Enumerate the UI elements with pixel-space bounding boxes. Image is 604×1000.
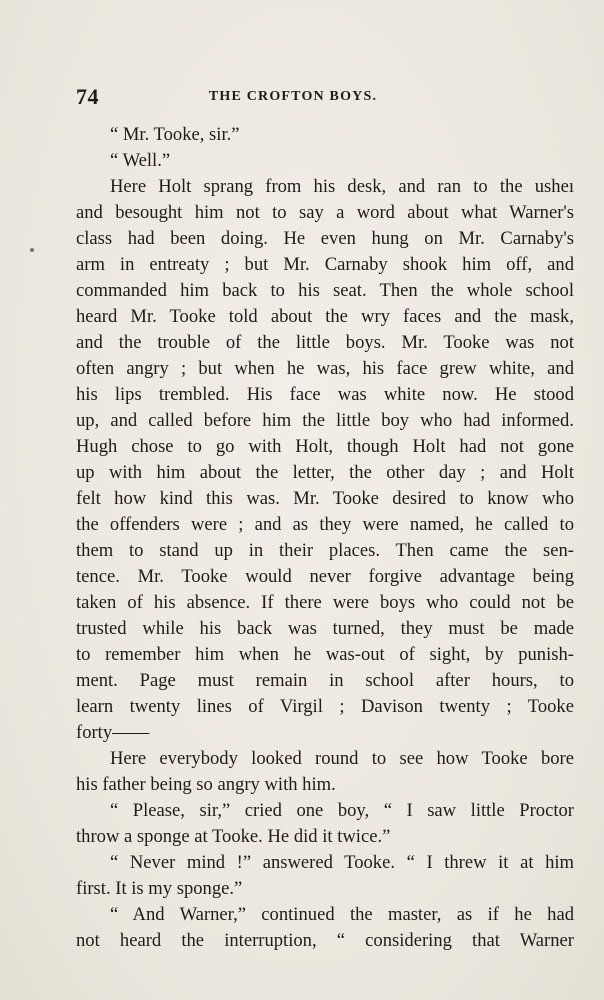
page-number: 74 [76,84,99,109]
text-line: “ Never mind !” answered Tooke. “ I threw it at him [110,852,574,873]
text-line: the offenders were ; and as they were named, he called to [76,514,574,535]
text-line: his father being so angry with him. [76,774,336,795]
body-text [76,122,574,954]
text-line: up, and called before him the little boy who had informed. [76,410,574,431]
text-line: forty—— [76,722,150,743]
text-line: often angry ; but when he was, his face grew white, and [76,358,574,379]
text-line: arm in entreaty ; but Mr. Carnaby shook him off, and [76,254,574,275]
text-line: Here Holt sprang from his desk, and ran to the usheı [110,176,574,197]
text-line: “ Please, sir,” cried one boy, “ I saw little Proctor [110,800,574,821]
text-line: trusted while his back was turned, they must be made [76,618,574,639]
text-line: “ And Warner,” continued the master, as if he had [110,904,574,925]
text-line: “ Well.” [110,150,171,171]
paper-speck [30,248,34,252]
text-line: “ Mr. Tooke, sir.” [110,124,240,145]
text-line: throw a sponge at Tooke. He did it twice.” [76,826,391,847]
page-header [76,84,590,114]
text-line: tence. Mr. Tooke would never forgive advantage being [76,566,574,587]
running-title: THE CROFTON BOYS. [208,89,378,104]
text-line: class had been doing. He even hung on Mr. Carnaby's [76,228,574,249]
text-line: and the trouble of the little boys. Mr. Tooke was not [76,332,574,353]
text-line: first. It is my sponge.” [76,878,243,899]
text-line: Hugh chose to go with Holt, though Holt had not gone [76,436,574,457]
text-line: not heard the interruption, “ considering that Warner [76,930,574,951]
text-line: heard Mr. Tooke told about the wry faces and the mask, [76,306,574,327]
text-line: Here everybody looked round to see how Tooke bore [110,748,574,769]
text-line: ment. Page must remain in school after hours, to [76,670,574,691]
text-line: his lips trembled. His face was white now. He stood [76,384,574,405]
text-line: taken of his absence. If there were boys who could not be [76,592,574,613]
text-line: commanded him back to his seat. Then the whole school [76,280,574,301]
text-line: to remember him when he was-out of sight, by punish- [76,644,574,665]
text-line: felt how kind this was. Mr. Tooke desired to know who [76,488,574,509]
text-line: them to stand up in their places. Then came the sen- [76,540,574,561]
text-line: up with him about the letter, the other day ; and Holt [76,462,574,483]
text-line: learn twenty lines of Virgil ; Davison twenty ; Tooke [76,696,574,717]
text-line: and besought him not to say a word about what Warner's [76,202,574,223]
